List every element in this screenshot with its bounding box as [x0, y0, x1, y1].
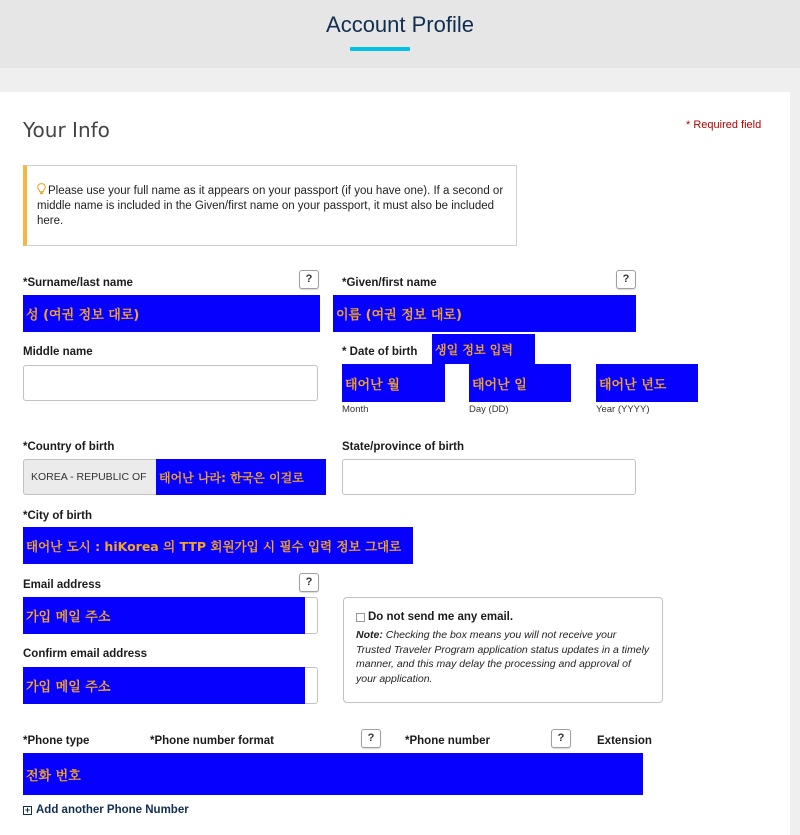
note-prefix: Note: — [356, 629, 383, 641]
email-opt-out-box — [343, 597, 663, 703]
confirm-email-input[interactable]: 가입 메일 주소 — [23, 667, 305, 704]
email-help-button[interactable]: ? — [299, 573, 319, 592]
email-input[interactable]: 가입 메일 주소 — [23, 597, 305, 634]
no-email-checkbox[interactable] — [356, 613, 365, 622]
phone-number-help-button[interactable]: ? — [551, 729, 571, 748]
middle-name-label: Middle name — [23, 346, 93, 358]
city-of-birth-label: *City of birth — [23, 510, 92, 522]
month-sublabel: Month — [342, 404, 369, 415]
confirm-email-label: Confirm email address — [23, 648, 147, 660]
date-of-birth-note: 생일 정보 입력 — [432, 334, 535, 364]
country-of-birth-note: 태어난 나라: 한국은 이걸로 — [156, 459, 326, 495]
lightbulb-icon — [37, 183, 46, 194]
required-field-note: * Required field — [686, 119, 762, 131]
no-email-option[interactable] — [356, 611, 652, 623]
given-name-label: *Given/first name — [342, 277, 437, 289]
given-name-help-button[interactable]: ? — [616, 270, 636, 289]
date-of-birth-label: * Date of birth — [342, 346, 418, 358]
country-of-birth-label: *Country of birth — [23, 441, 115, 453]
add-phone-link[interactable] — [23, 804, 189, 816]
no-email-label: Do not send me any email. — [368, 611, 514, 623]
phone-input-row[interactable]: 전화 번호 — [23, 753, 643, 795]
section-title: Your Info — [23, 118, 110, 142]
passport-name-info — [23, 165, 517, 246]
page-title: Account Profile — [326, 12, 474, 37]
country-of-birth-select[interactable]: KOREA - REPUBLIC OF — [23, 459, 159, 495]
phone-number-label: *Phone number — [405, 735, 490, 747]
surname-input[interactable]: 성 (여권 정보 대로) — [23, 295, 320, 332]
city-of-birth-input[interactable]: 태어난 도시 : hiKorea 의 TTP 회원가입 시 필수 입력 정보 그대로 — [23, 527, 413, 564]
year-sublabel: Year (YYYY) — [596, 404, 650, 415]
info-text: Please use your full name as it appears on your passport (if you have one). If a second or middle name is included in the Given/first name on your passport, it must also be included here. — [37, 185, 504, 227]
page-header — [0, 0, 800, 68]
middle-name-input[interactable] — [23, 365, 318, 401]
email-label: Email address — [23, 579, 101, 591]
extension-label: Extension — [597, 735, 652, 747]
birth-year-input[interactable]: 태어난 년도 — [596, 364, 698, 402]
plus-box-icon: + — [24, 804, 31, 815]
phone-type-label: *Phone type — [23, 735, 90, 747]
phone-format-help-button[interactable]: ? — [361, 729, 381, 748]
no-email-note — [356, 628, 652, 686]
day-sublabel: Day (DD) — [469, 404, 509, 415]
note-text: Checking the box means you will not receive your Trusted Traveler Program application status updates in a timely manner, and this may delay the processing and approval of your application. — [356, 629, 650, 685]
birth-month-select[interactable]: 태어난 월 — [342, 364, 445, 402]
phone-format-label: *Phone number format — [150, 735, 274, 747]
add-phone-label: Add another Phone Number — [36, 804, 189, 816]
surname-help-button[interactable]: ? — [299, 270, 319, 289]
title-underline — [350, 47, 410, 51]
surname-label: *Surname/last name — [23, 277, 133, 289]
birth-day-input[interactable]: 태어난 일 — [469, 364, 571, 402]
state-of-birth-label: State/province of birth — [342, 441, 465, 453]
state-of-birth-input[interactable] — [342, 459, 636, 495]
given-name-input[interactable]: 이름 (여권 정보 대로) — [333, 295, 636, 332]
